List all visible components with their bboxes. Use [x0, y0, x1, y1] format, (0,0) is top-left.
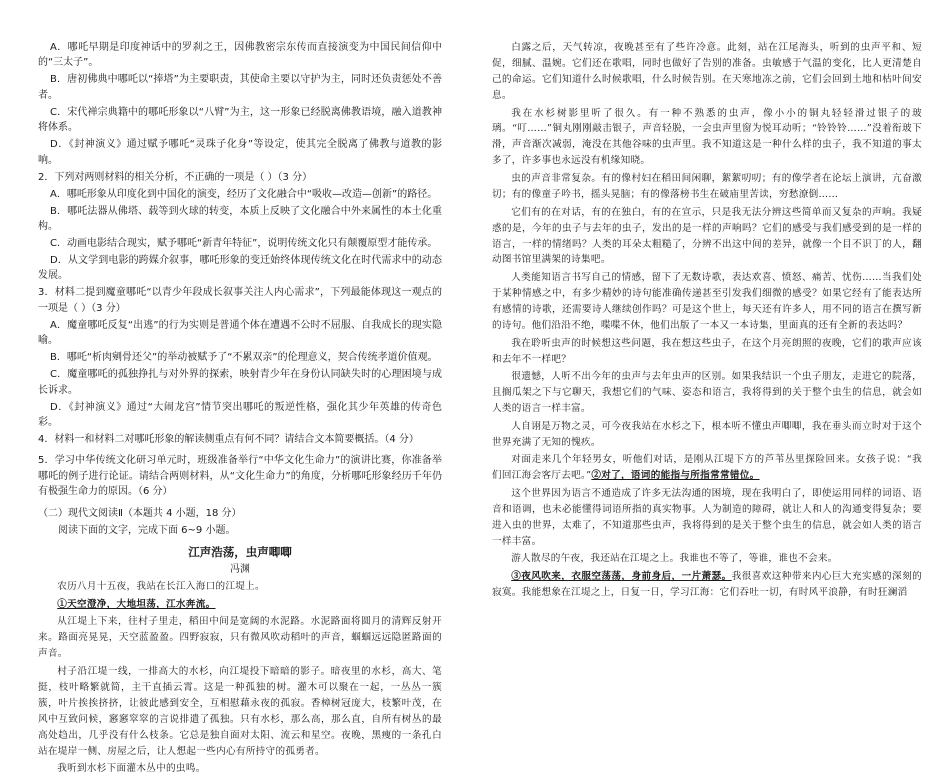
highlight-sentence-1: [38, 597, 442, 613]
closing-text: 我很喜欢这种带来内心巨大充实感的深刻的寂寞。我能想象在江堤之上，日复一日，学习江海：它们吞吐一切，有时风平浪静，有时狂澜滔: [492, 571, 922, 599]
essay-paragraph-4: 我听到水杉下面灌木丛中的虫鸣。: [57, 763, 206, 775]
q3-option-b: B．哪吒“析肉剜骨还父”的举动被赋予了“不累双亲”的伦理意义，契合传统孝道价值观。: [50, 352, 438, 364]
q2-stem: 2．下列对两则材料的相关分析，不正确的一项是（ ）（3 分）: [38, 171, 313, 183]
q2-option-a: A．哪吒形象从印度化到中国化的演变，经历了文化融合中“吸收—改造—创新”的路径。: [50, 188, 438, 200]
essay-paragraph-10: 我在聆听虫声的时候想这些问题，我在想这些虫子，在这个月亮朗照的夜晚，它们的歌声应该和去年不一样吧？: [492, 337, 922, 365]
dialogue-text: 对面走来几个年轻男女，听他们对话，是刚从江堤下方的芦苇丛里探险回来。女孩子说：“我们回江海会客厅去吧。”: [492, 454, 922, 482]
essay-paragraph-8: 它们有的在对话，有的在独白，有的在宣示，只是我无法分辨这些简单而又复杂的声响。我疑惑的是，今年的虫子与去年的虫子，发出的是一样的声响吗？它们的感受与我们感受到的是一样的语言，一样的情绪吗？人类的耳朵太粗糙了，分辨不出这中间的差异，就像一个目不识丁的人，翻动图书馆里满架的诗集吧。: [492, 206, 922, 266]
q2-option-c: C．动画电影结合现实，赋予哪吒“新青年特征”，说明传统文化只有颠覆原型才能传承。: [50, 238, 438, 250]
essay-paragraph-11: 很遗憾，人听不出今年的虫声与去年虫声的区别。如果我结识一个虫子朋友，走进它的院落，且搁瓜架之下与它聊天，我想它们的气味、姿态和语言，我将得到的关于整个虫生的信息，就会如人类的语言一样丰富。: [492, 371, 922, 415]
q3-stem: 3．材料二提到魔童哪吒“以青少年段成长叙事关注人内心需求”，下列最能体现这一观点的一项是（ ）（3 分）: [38, 287, 442, 314]
section-title: （二）现代文阅读Ⅱ（本题共 4 小题，18 分）: [38, 507, 242, 519]
q3-option-a: A．魔童哪吒反复“出逃”的行为实则是普通个体在遭遇不公时不屈服、自我成长的现实隐喻。: [38, 319, 442, 347]
essay-paragraph-14: 这个世界因为语言不通造成了许多无法沟通的困境，现在我明白了，即使运用同样的词语、语音和语调，也未必能懂得词语所指的真实物事。人为制造的障碍，就让人和人的沟通变得复杂；要进入虫的世界，太难了，不知道那些虫声，我将得到的是关于整个虫生的信息，就会如人类的语言一样丰富。: [492, 487, 922, 547]
highlight-3: ③夜风吹来，衣服空荡荡，身前身后，一片萧瑟。: [511, 571, 732, 583]
section-instruction: 阅读下面的文字，完成下面 6~9 小题。: [58, 524, 236, 536]
essay-paragraph-15: 游人散尽的午夜，我还站在江堤之上。我谁也不等了，等谁，谁也不会来。: [511, 553, 838, 565]
essay-paragraph-3: 村子沿江堤一线，一排高大的水杉，向江堤投下暗暗的影子。暗夜里的水杉，高大、笔挺，枝叶略繁就简，主干直插云霄。这是一种孤独的树。灌木可以聚在一起，一丛丛一簇簇，叶片挨挨挤挤，让彼此感到安全，互相慰藉永夜的孤寂。香樟树冠庞大，枝繁叶茂，在风中互致问候，窸窸窣窣的言说排遣了孤独。只有水杉，那么高，那么直，自所有树丛的最高处趋出，几乎没有什么枝条。它总是独自面对太阳、流云和星空。夜晚，黑瘦的一条孔白站在堤岸一侧、房屋之后，让人想起一些内心有所持守的孤勇者。: [38, 665, 442, 757]
essay-paragraph-5: 白露之后，天气转凉，夜晚甚至有了些许冷意。此刻，站在江尾海头，听到的虫声平和、短促，细腻、温婉。它们还在歌唱，同时也做好了告别的准备。虫敏感于气温的变化，比人更清楚自己的命运。它们知道什么时候歌唱，什么时候告别。在天寒地冻之前，它们会回到土地和枯叶间安息。: [492, 42, 922, 101]
left-column: [38, 40, 442, 779]
essay-paragraph-12: 人自诩是万物之灵，可今夜我站在水杉之下，根本听不懂虫声唧唧，我在垂头而立时对于这个世界充满了无知的愧疚。: [492, 420, 922, 448]
q1-option-c: C．宋代禅宗典籍中的哪吒形象以“八臂”为主，这一形象已经脱离佛教语境，融入道教神将体系。: [38, 106, 442, 134]
q3-option-c: C．魔童哪吒的孤独挣扎与对外界的探索，映射青少年在身份认同缺失时的心理困境与成长诉求。: [38, 369, 442, 396]
essay-paragraph-1: 农历八月十五夜，我站在长江入海口的江堤上。: [57, 581, 265, 593]
q4-question: 4．材料一和材料二对哪吒形象的解读侧重点有何不同？请结合文本简要概括。（4 分）: [38, 434, 419, 446]
essay-paragraph-9: 人类能知语言书写自己的情感，留下了无数诗歌，表达欢喜、愤怒、痛苦、忧伤……当我们处于某种情感之中，有多少精妙的诗句能准确传递甚至引发我们细微的感受？如果它经有了能表达所有感情的诗歌，还需要诗人继续创作吗？可是这个世上，每天还有许多人，用不同的语言在撰写新的诗句。他们沿沿不绝，喋喋不休，他们出版了一本又一本诗集，里面真的还有全新的表达吗？: [492, 272, 922, 331]
q2-option-d: D．从文学到电影的跨媒介叙事，哪吒形象的变迁始终体现传统文化在时代需求中的动态发展。: [38, 255, 442, 282]
q5-question: 5．学习中华传统文化研习单元时，班级准备举行“中华文化生命力”的演讲比赛，你准备举哪吒的例子进行论证。请结合两则材料，从“文化生命力”的角度，分析哪吒形象经历千年仍有极强生命力的原因。（6 分）: [38, 455, 442, 498]
essay-title: 江声浩荡，虫声唧唧: [188, 545, 292, 560]
q1-option-d: D．《封神演义》通过赋予哪吒“灵珠子化身”等设定，使其完全脱离了佛教与道教的影响。: [38, 139, 442, 166]
q2-option-b: B．哪吒法器从佛塔、载等到火球的转变，本质上反映了文化融合中外来属性的本土化重构。: [38, 205, 442, 233]
highlight-2: ②对了，语词的能指与所指常常错位。: [591, 470, 760, 482]
q1-option-a: A．哪吒早期是印度神话中的罗刹之王，因佛教密宗东传而直接演变为中国民间信仰中的“三太子”。: [38, 42, 442, 69]
essay-paragraph-13: [492, 452, 922, 484]
right-column: [492, 40, 922, 603]
q3-option-d: D．《封神演义》通过“大闹龙宫”情节突出哪吒的叛逆性格，强化其少年英雄的传奇色彩。: [38, 401, 442, 429]
q1-option-b: B．唐初佛典中哪吒以“捧塔”为主要职责，其使命主要以守护为主，同时还负责惩处不善者。: [38, 74, 442, 101]
essay-paragraph-7: 虫的声音非常复杂。有的像村妇在稻田间闲聊，絮絮叨叨；有的像学者在论坛上演讲，亢奋激切；有的像童子吟书，摇头晃脑；有的像落榜书生在破庙里苦读，穷愁潦倒……: [492, 173, 922, 200]
essay-author: 冯渊: [230, 564, 250, 576]
essay-paragraph-2: 从江堤上下来，往村子里走，稻田中间是宽阔的水泥路。水泥路面将圆月的清辉反射开来。路面亮晃晃，天空蓝盈盈。四野寂寂，只有微风吹动稻叶的声音，蝈蝈远远隐匿路面的声音。: [38, 616, 442, 660]
highlight-1: ①天空澄净，大地坦荡，江水奔流。: [57, 598, 216, 610]
essay-paragraph-16: [492, 569, 922, 601]
essay-paragraph-6: 我在水杉树影里听了很久。有一种不熟悉的虫声，像小小的铜丸轻轻滑过银子的玻璃。“叮……”铜丸刚刚敲击银子，声音轻脱，一会虫声里窗为悦耳动听；“铃铃铃……”没着衔玻下滑，声音渐次减弱，淹没在其他谷味的虫声里。我不知道这是一种什么样的虫子，我不知道的事太多了，许多事也永远没有机缘知晓。: [492, 107, 922, 167]
